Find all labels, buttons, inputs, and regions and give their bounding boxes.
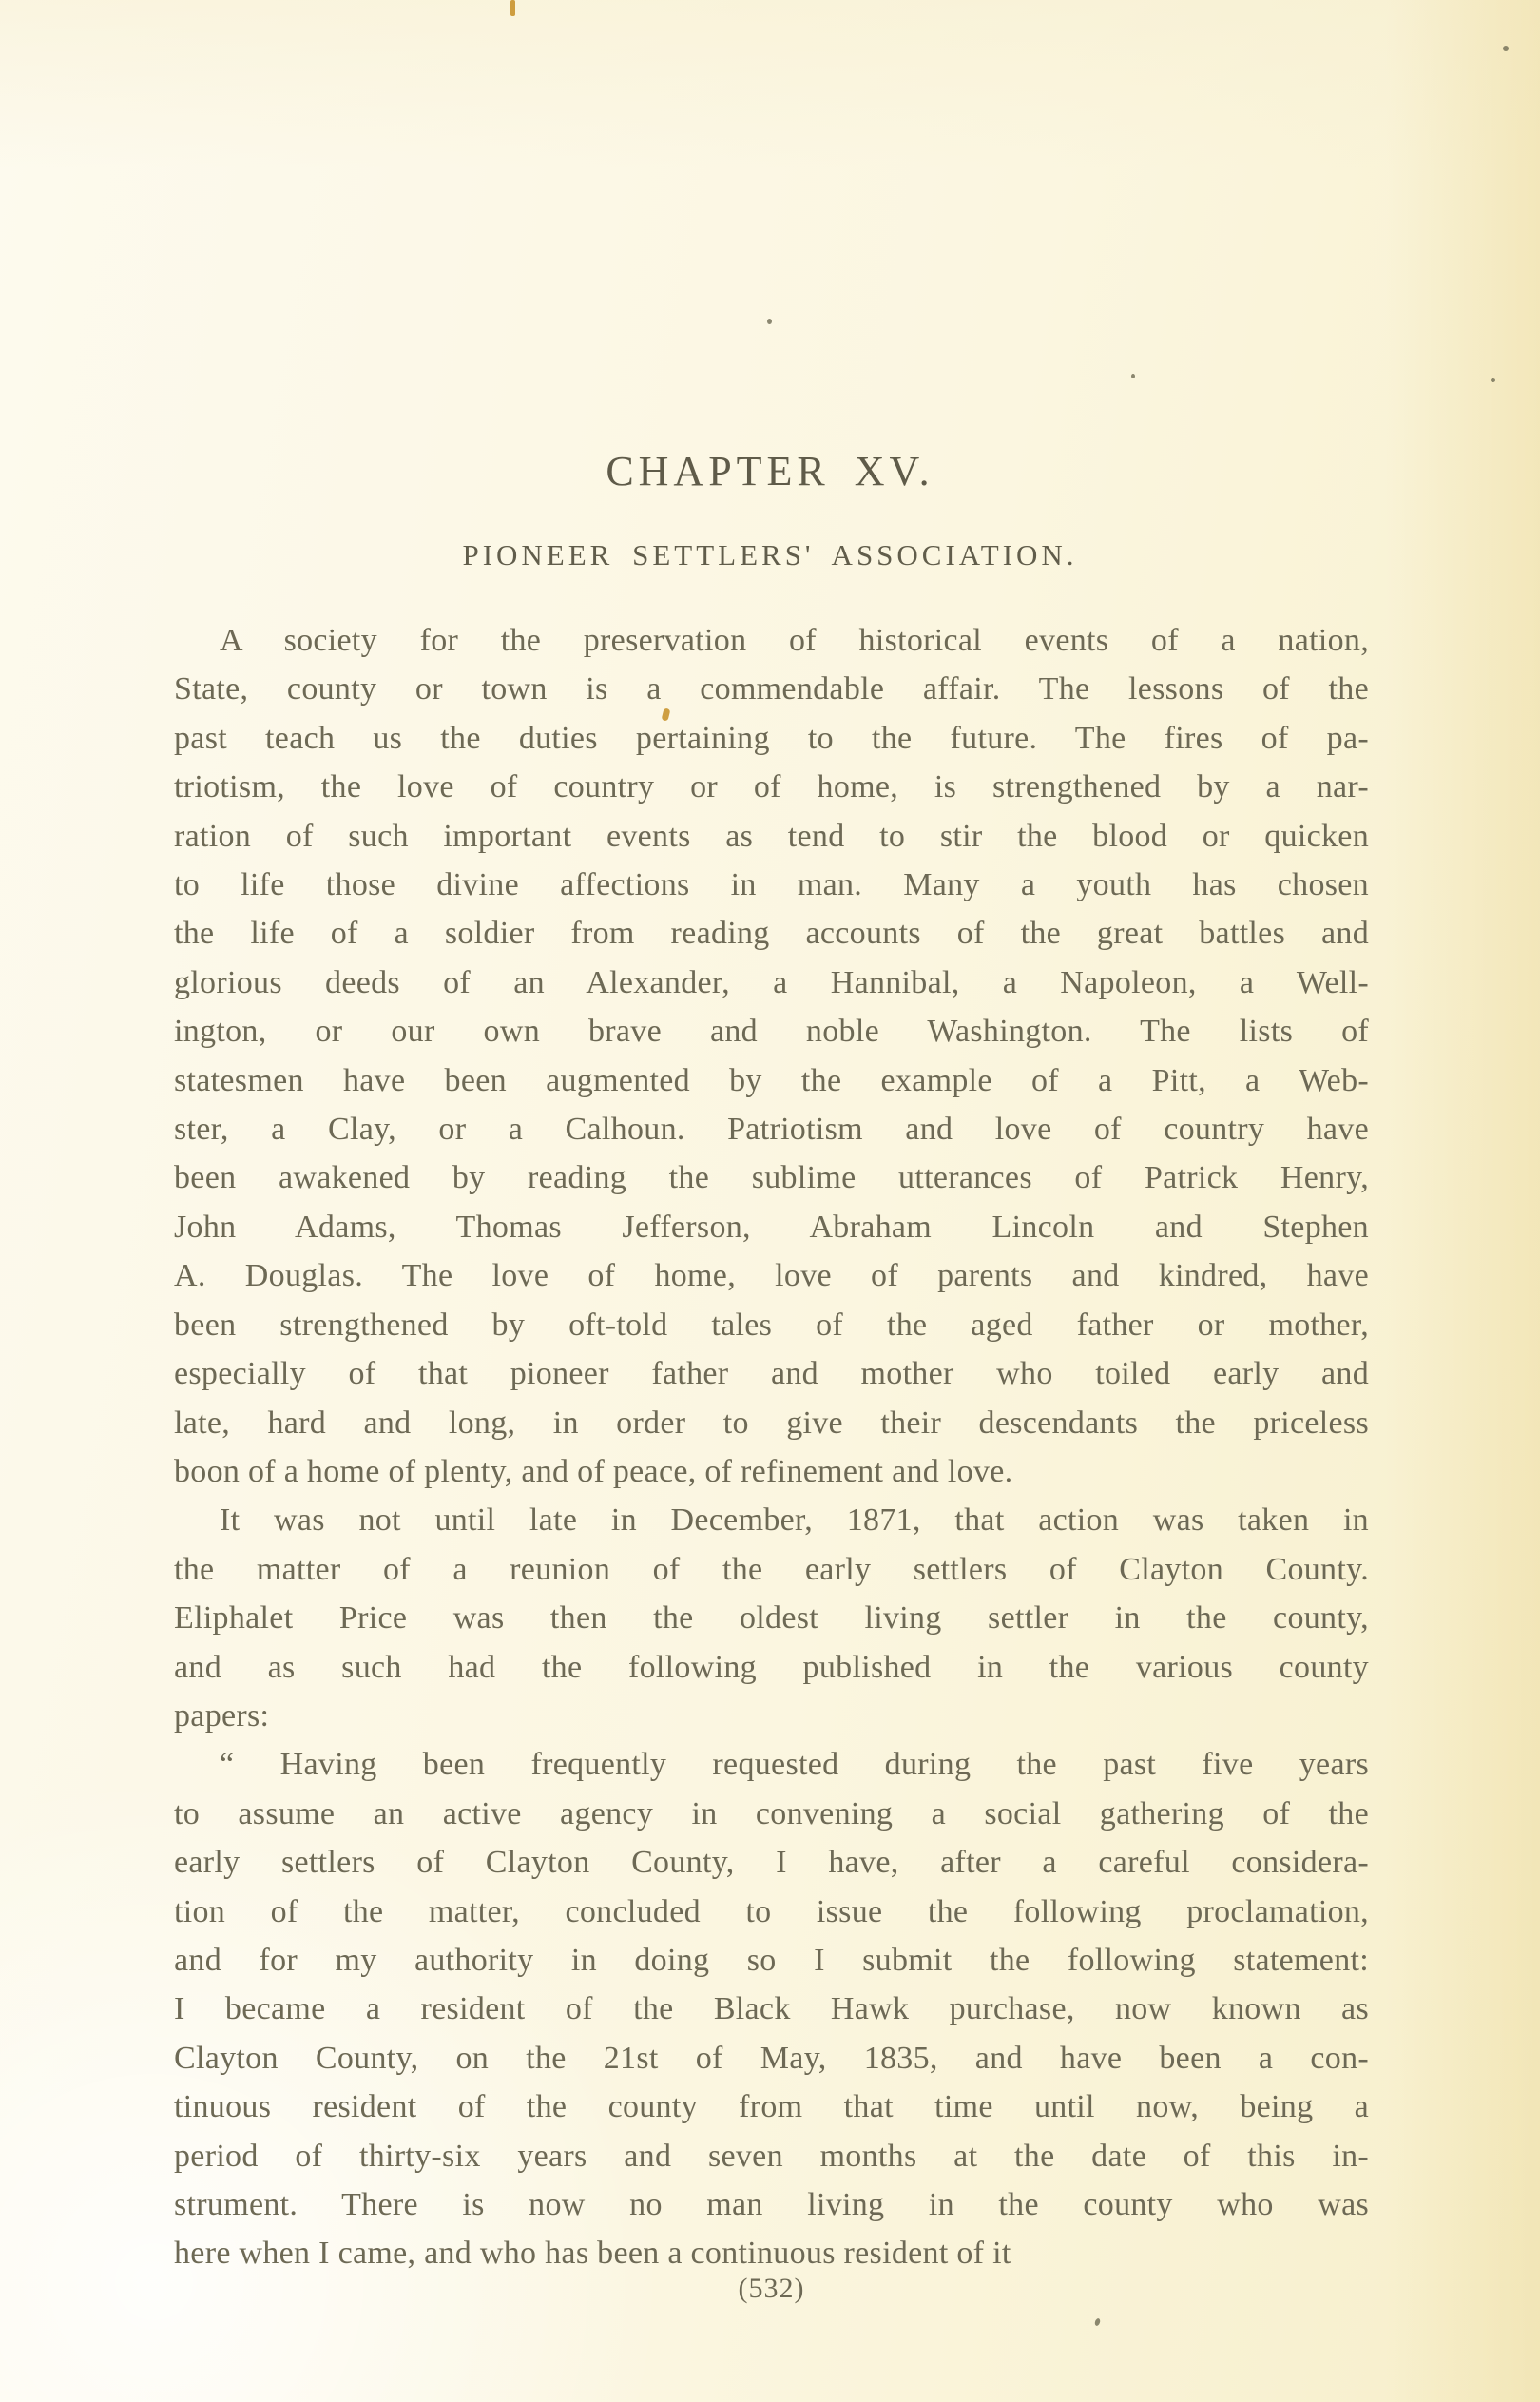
page-number: (532) <box>738 2273 805 2304</box>
text-line: to assume an active agency in convening a social gathering of the <box>174 1795 1369 1831</box>
text-line: Clayton County, on the 21st of May, 1835, and have been a con- <box>174 2040 1369 2076</box>
text-line: Eliphalet Price was then the oldest living settler in the county, <box>174 1600 1369 1637</box>
text-line: ration of such important events as tend to stir the blood or quicken <box>174 818 1369 854</box>
text-line: and as such had the following published in the various county <box>174 1649 1369 1685</box>
text-line: here when I came, and who has been a continuous resident of it <box>174 2236 1011 2272</box>
body-text <box>174 616 1369 2278</box>
chapter-heading: CHAPTER XV. <box>606 448 934 494</box>
section-heading: PIONEER SETTLERS' ASSOCIATION. <box>462 538 1078 571</box>
text-line: tion of the matter, concluded to issue the following proclamation, <box>174 1893 1369 1929</box>
text-line: especially of that pioneer father and mother who toiled early and <box>174 1356 1369 1392</box>
text-line: statesmen have been augmented by the example of a Pitt, a Web- <box>174 1062 1369 1098</box>
text-line: “ Having been frequently requested during the past five years <box>220 1747 1369 1783</box>
ink-speck <box>767 319 772 324</box>
ink-speck <box>1491 378 1495 382</box>
text-line: glorious deeds of an Alexander, a Hannibal, a Napoleon, a Well- <box>174 964 1369 1000</box>
text-line: State, county or town is a commendable affair. The lessons of the <box>174 671 1369 707</box>
text-line: A society for the preservation of historical events of a nation, <box>220 623 1369 658</box>
text-line: early settlers of Clayton County, I have, after a careful considera- <box>174 1845 1369 1881</box>
text-line: past teach us the duties pertaining to the future. The fires of pa- <box>174 720 1369 756</box>
text-line: boon of a home of plenty, and of peace, of refinement and love. <box>174 1453 1013 1489</box>
text-line: strument. There is now no man living in the county who was <box>174 2187 1369 2222</box>
text-line: tinuous resident of the county from that time until now, being a <box>174 2089 1369 2125</box>
text-line: been strengthened by oft-told tales of the aged father or mother, <box>174 1307 1369 1343</box>
text-line: and for my authority in doing so I submit the following statement: <box>174 1942 1369 1978</box>
text-line: ster, a Clay, or a Calhoun. Patriotism and love of country have <box>174 1112 1369 1148</box>
text-line: been awakened by reading the sublime utterances of Patrick Henry, <box>174 1160 1369 1196</box>
ink-speck <box>1503 46 1509 51</box>
ink-speck <box>1131 374 1135 378</box>
text-line: John Adams, Thomas Jefferson, Abraham Lincoln and Stephen <box>174 1209 1369 1245</box>
text-line: papers: <box>174 1697 270 1734</box>
text-line: to life those divine affections in man. Many a youth has chosen <box>174 867 1369 903</box>
text-line: It was not until late in December, 1871, that action was taken in <box>220 1502 1369 1539</box>
text-line: late, hard and long, in order to give their descendants the priceless <box>174 1404 1369 1441</box>
ink-speck <box>1094 2317 1101 2326</box>
text-line: triotism, the love of country or of home, is strengthened by a nar- <box>174 769 1369 805</box>
text-line: the matter of a reunion of the early settlers of Clayton County. <box>174 1551 1369 1587</box>
text-line: A. Douglas. The love of home, love of parents and kindred, have <box>174 1258 1369 1294</box>
text-line: I became a resident of the Black Hawk purchase, now known as <box>174 1991 1369 2027</box>
text-line: period of thirty-six years and seven months at the date of this in- <box>174 2138 1369 2174</box>
text-line: ington, or our own brave and noble Washington. The lists of <box>174 1014 1369 1050</box>
text-line: the life of a soldier from reading accounts of the great battles and <box>174 916 1369 952</box>
stain-mark <box>510 0 515 16</box>
